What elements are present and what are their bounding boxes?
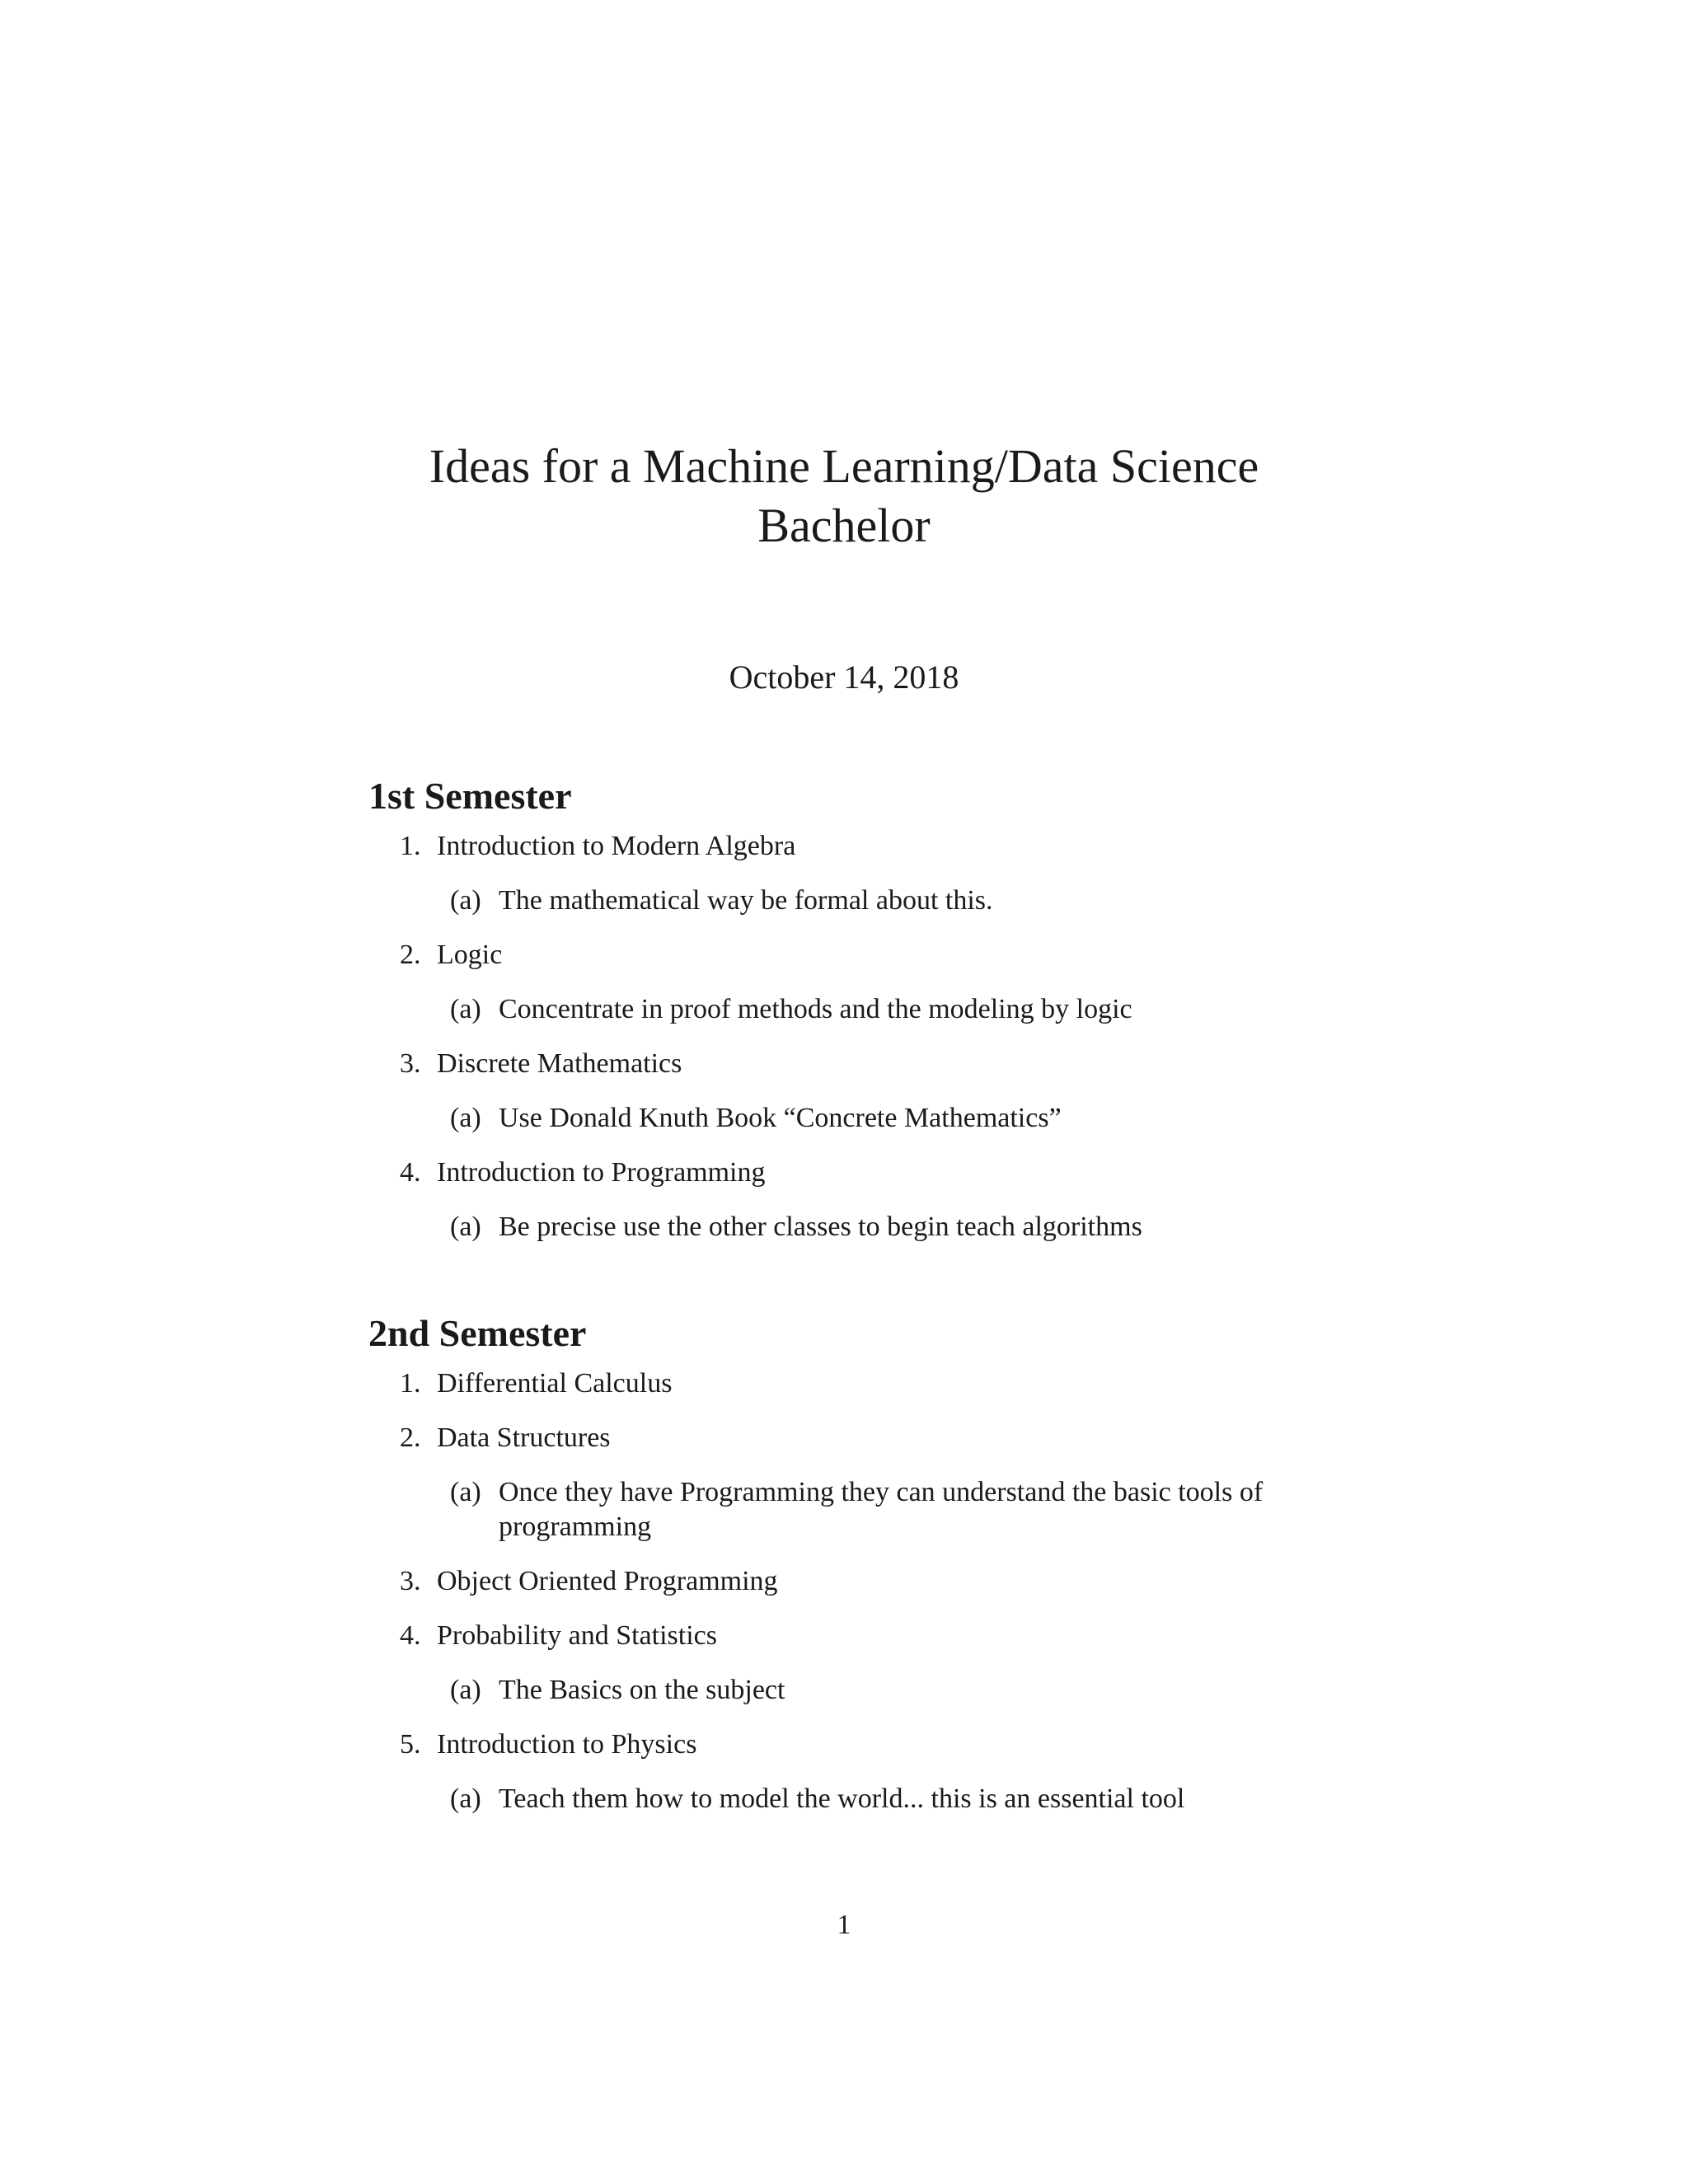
document-title xyxy=(0,437,1688,555)
list-item xyxy=(368,1366,1407,1401)
section-1st-semester xyxy=(368,773,1407,1264)
item-text: Introduction to Physics xyxy=(437,1729,697,1760)
list-item xyxy=(368,1155,1407,1190)
sub-item-label: (a) xyxy=(450,1675,481,1705)
item-number: 2. xyxy=(400,940,421,970)
section-2nd-semester xyxy=(368,1310,1407,1836)
sub-item xyxy=(368,992,1407,1027)
item-text: Differential Calculus xyxy=(437,1368,673,1399)
sub-item-text: Once they have Programming they can understand the basic tools of programming xyxy=(499,1477,1264,1542)
item-number: 1. xyxy=(400,1368,421,1399)
title-line-2: Bachelor xyxy=(757,499,931,552)
item-number: 4. xyxy=(400,1157,421,1188)
sub-item-text: Be precise use the other classes to begin teach algorithms xyxy=(499,1212,1142,1242)
item-text: Introduction to Programming xyxy=(437,1157,766,1188)
sub-item xyxy=(368,1475,1407,1544)
page-number: 1 xyxy=(837,1910,851,1940)
sub-item-text: The Basics on the subject xyxy=(499,1675,785,1705)
item-number: 2. xyxy=(400,1422,421,1453)
sub-item-text: Concentrate in proof methods and the modeling by logic xyxy=(499,994,1132,1024)
sub-item-text: Use Donald Knuth Book “Concrete Mathematics” xyxy=(499,1103,1062,1133)
section-heading: 2nd Semester xyxy=(368,1312,587,1354)
list-item xyxy=(368,938,1407,972)
title-line-1: Ideas for a Machine Learning/Data Science xyxy=(429,439,1259,493)
item-text: Data Structures xyxy=(437,1422,611,1453)
list-item xyxy=(368,829,1407,864)
list-item xyxy=(368,1047,1407,1081)
section-heading: 1st Semester xyxy=(368,775,572,817)
sub-item xyxy=(368,1782,1407,1816)
document-date: October 14, 2018 xyxy=(729,658,959,696)
item-number: 1. xyxy=(400,831,421,861)
sub-item xyxy=(368,1101,1407,1136)
list-item xyxy=(368,1727,1407,1762)
list-item xyxy=(368,1421,1407,1455)
item-text: Object Oriented Programming xyxy=(437,1566,778,1596)
list-item xyxy=(368,1619,1407,1653)
sub-item xyxy=(368,1673,1407,1708)
item-text: Discrete Mathematics xyxy=(437,1048,682,1079)
list-item xyxy=(368,1564,1407,1599)
sub-item-label: (a) xyxy=(450,1103,481,1133)
sub-item xyxy=(368,1210,1407,1244)
item-text: Logic xyxy=(437,940,503,970)
sub-item-label: (a) xyxy=(450,1212,481,1242)
sub-item xyxy=(368,883,1407,918)
sub-item-label: (a) xyxy=(450,885,481,916)
item-number: 3. xyxy=(400,1566,421,1596)
sub-item-label: (a) xyxy=(450,994,481,1024)
item-text: Probability and Statistics xyxy=(437,1620,717,1651)
sub-item-text: Teach them how to model the world... this is an essential tool xyxy=(499,1783,1185,1814)
item-number: 4. xyxy=(400,1620,421,1651)
sub-item-label: (a) xyxy=(450,1477,481,1507)
item-number: 3. xyxy=(400,1048,421,1079)
sub-item-text: The mathematical way be formal about this. xyxy=(499,885,993,916)
sub-item-label: (a) xyxy=(450,1783,481,1814)
item-number: 5. xyxy=(400,1729,421,1760)
item-text: Introduction to Modern Algebra xyxy=(437,831,796,861)
